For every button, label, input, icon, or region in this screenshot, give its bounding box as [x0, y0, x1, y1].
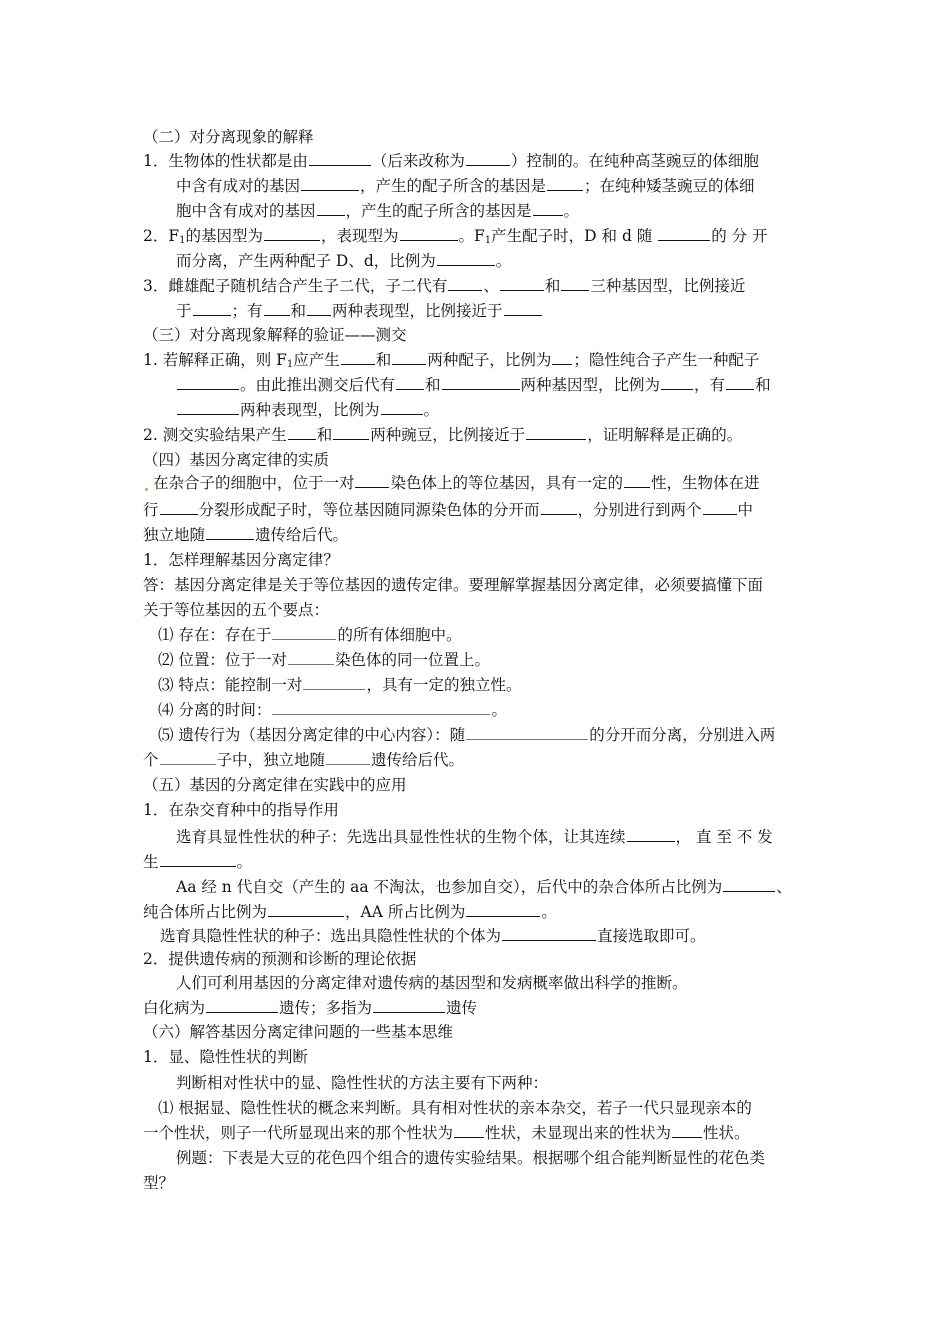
text: 1．在杂交育种中的指导作用 [143, 801, 339, 819]
text: ⑸ 遗传行为（基因分离定律的中心内容）：随 [158, 726, 466, 744]
text: 和 [375, 351, 392, 369]
text: ⑴ 根据显、隐性性状的概念来判断。具有相对性状的亲本杂交，若子一代只显现亲本的 [158, 1099, 752, 1117]
text: 、 [776, 878, 792, 896]
blank [703, 499, 737, 515]
blank [502, 925, 596, 941]
text: 。 [491, 701, 507, 719]
text: 1．显、隐性性状的判断 [143, 1048, 308, 1066]
text: 直接选取即可。 [597, 927, 706, 945]
text: 生 [143, 853, 159, 871]
text: 判断相对性状中的显、隐性性状的方法主要有下两种： [176, 1074, 549, 1092]
text: 遗传给后代。 [371, 751, 465, 769]
paragraph-line [143, 349, 759, 376]
text: 。F [458, 227, 485, 245]
subscript: 1 [179, 235, 186, 246]
blank [160, 749, 216, 765]
paragraph-line [158, 1097, 752, 1119]
blank [396, 374, 424, 390]
paragraph-line [143, 599, 329, 621]
text: 遗传 [446, 999, 478, 1017]
text: ，产生的配子所含的基因是 [345, 202, 532, 220]
text: ，表现型为 [321, 227, 399, 245]
text: ，具有一定的独立性。 [366, 676, 522, 694]
subscript: 1 [484, 235, 492, 246]
list-item [158, 724, 775, 746]
blank [264, 300, 290, 316]
text: 纯合体所占比例为 [143, 903, 268, 921]
blank [177, 374, 239, 390]
text: 型？ [143, 1174, 175, 1192]
text: 的分开而分离，分别进入两 [589, 726, 776, 744]
paragraph-line [176, 1072, 548, 1094]
text: 3．雌雄配子随机结合产生子二代，子二代有 [143, 277, 448, 295]
text: 选育具隐性性状的种子：选出具隐性性状的个体为 [160, 927, 502, 945]
text: 的基因型为 [185, 227, 264, 245]
text: 1．怎样理解基因分离定律？ [143, 551, 339, 569]
text: 于 [176, 302, 192, 320]
paragraph-line [143, 424, 742, 446]
text: ，有 [694, 376, 726, 394]
text: 性状，未显现出来的性状为 [485, 1124, 672, 1142]
text: （后来改称为 [371, 152, 465, 170]
blank [317, 200, 345, 216]
heading-text: （六）解答基因分离定律问题的一些基本思维 [143, 1023, 454, 1041]
text: 遗传；多指为 [279, 999, 373, 1017]
blank [288, 649, 334, 665]
text: 和 [316, 426, 333, 444]
text: 2．提供遗传病的预测和诊断的理论依据 [143, 950, 417, 968]
blank [723, 876, 775, 892]
text: 应产生 [293, 351, 340, 369]
paragraph-line [143, 901, 557, 923]
blank [504, 300, 542, 316]
text: 而分离，产生两种配子 D、d，比例为 [176, 252, 436, 270]
blank [500, 275, 544, 291]
blank [448, 275, 482, 291]
text: 2. 测交实验结果产生 [143, 426, 287, 444]
text: 和 [290, 302, 307, 320]
text: 和 [755, 376, 771, 394]
heading-text: （二）对分离现象的解释 [143, 128, 314, 146]
paragraph-line [143, 225, 768, 252]
text: 。 [236, 853, 253, 871]
text: 和 [544, 277, 561, 295]
blank [454, 1122, 484, 1138]
blank [333, 424, 369, 440]
text: 例题：下表是大豆的花色四个组合的遗传实验结果。根据哪个组合能判断显性的花色类 [176, 1149, 766, 1167]
blank [437, 250, 495, 266]
blank [442, 374, 520, 390]
text: 关于等位基因的五个要点： [143, 601, 330, 619]
blank [627, 826, 675, 842]
paragraph-line [176, 876, 792, 898]
section-heading [143, 774, 407, 796]
blank [624, 472, 650, 488]
blank [533, 200, 563, 216]
paragraph-line [143, 1172, 174, 1194]
section-heading [143, 449, 329, 471]
blank [466, 150, 510, 166]
text: ；有 [231, 302, 263, 320]
text: 分裂形成配子时，等位基因随同源染色体的分开而 [198, 501, 540, 519]
text: Aa 经 n 代自交（产生的 aa 不淘汰，也参加自交），后代中的杂合体所占比例为 [176, 878, 723, 896]
blank [392, 349, 426, 365]
list-item [158, 624, 461, 646]
text: ⑵ 位置：位于一对 [158, 651, 287, 669]
text: 一个性状，则子一代所显现出来的那个性状为 [143, 1124, 454, 1142]
text: ⑷ 分离的时间： [158, 701, 272, 719]
blank [658, 225, 710, 241]
text: ；在纯种矮茎豌豆的体细 [584, 177, 755, 195]
heading-text: （五）基因的分离定律在实践中的应用 [143, 776, 407, 794]
text: 。 [423, 401, 440, 419]
blank [206, 997, 278, 1013]
text: 1. 若解释正确，则 F [143, 351, 287, 369]
paragraph-line [143, 275, 745, 297]
blank [160, 851, 236, 867]
blank [326, 749, 370, 765]
text: 在杂合子的细胞中，位于一对 [152, 474, 355, 492]
paragraph-line [143, 851, 252, 873]
blank [355, 472, 389, 488]
subsection-heading [143, 948, 416, 970]
blank [526, 424, 586, 440]
text: ，产生的配子所含的基因是 [360, 177, 547, 195]
text: 染色体上的等位基因，具有一定的 [390, 474, 623, 492]
text: ，证明解释是正确的。 [587, 426, 743, 444]
blank [309, 150, 371, 166]
text: ⑴ 存在：存在于 [158, 626, 272, 644]
paragraph-line [143, 574, 763, 596]
blank [547, 175, 583, 191]
text: ⑶ 特点：能控制一对 [158, 676, 303, 694]
text: 两种豌豆，比例接近于 [370, 426, 526, 444]
text: 和 [425, 376, 441, 394]
text: 人们可利用基因的分离定律对遗传病的基因型和发病概率做出科学的推断。 [176, 974, 688, 992]
blank [301, 175, 359, 191]
paragraph-line [176, 300, 543, 322]
text: 性状。 [703, 1124, 750, 1142]
paragraph-line [176, 972, 688, 994]
text: 产生配子时，D 和 d 随 [491, 227, 653, 245]
paragraph-line [176, 374, 771, 396]
blank [272, 624, 336, 640]
text: 两种表现型，比例为 [240, 401, 380, 419]
text: 。 [495, 252, 512, 270]
text: 独立地随 [143, 526, 206, 544]
paragraph-line [176, 175, 755, 197]
blank [672, 1122, 702, 1138]
blank [288, 424, 316, 440]
text: 2．F [143, 227, 180, 245]
text: 胞中含有成对的基因 [176, 202, 316, 220]
blank [373, 997, 445, 1013]
question-heading [143, 549, 339, 571]
text: 两种表现型，比例接近于 [332, 302, 503, 320]
paragraph-line [143, 499, 753, 521]
list-item [158, 699, 507, 721]
text: 三种基因型，比例接近 [590, 277, 746, 295]
section-heading [143, 324, 407, 346]
paragraph-line [176, 200, 579, 222]
text: 、 [483, 277, 499, 295]
blank [341, 349, 375, 365]
blank [726, 374, 754, 390]
text: 中 [737, 501, 754, 519]
paragraph-line [176, 399, 439, 421]
text: ）控制的。在纯种高茎豌豆的体细胞 [510, 152, 759, 170]
blank [661, 374, 693, 390]
heading-text: （四）基因分离定律的实质 [143, 451, 330, 469]
paragraph-line [176, 826, 773, 848]
blank [307, 300, 331, 316]
text: 。由此推出测交后代有 [240, 376, 396, 394]
blank [160, 499, 198, 515]
text: 中含有成对的基因 [176, 177, 301, 195]
text: 。 [563, 202, 580, 220]
blank [206, 524, 254, 540]
blank [193, 300, 231, 316]
text: ，AA 所占比例为 [345, 903, 466, 921]
paragraph-line [176, 250, 511, 272]
text: 选育具显性性状的种子：先选出具显性性状的生物个体，让其连续 [176, 828, 626, 846]
blank [381, 399, 423, 415]
text: 性，生物体在进 [650, 474, 760, 492]
paragraph-line [143, 472, 759, 494]
heading-text: （三）对分离现象解释的验证——测交 [143, 326, 407, 344]
list-item [158, 674, 521, 696]
subscript: 1 [286, 359, 294, 370]
text: ， 直 至 不 发 [675, 828, 773, 846]
text: 子中，独立地随 [216, 751, 326, 769]
text: 染色体的同一位置上。 [334, 651, 490, 669]
edit-mark-icon [145, 488, 148, 491]
blank [303, 674, 365, 690]
text: 的所有体细胞中。 [337, 626, 462, 644]
paragraph-line [160, 925, 706, 947]
text: 白化病为 [143, 999, 206, 1017]
blank [541, 499, 577, 515]
paragraph-line [176, 1147, 765, 1169]
paragraph-line [143, 997, 477, 1019]
text: 答：基因分离定律是关于等位基因的遗传定律。要理解掌握基因分离定律，必须要搞懂下面 [143, 576, 764, 594]
list-item [158, 649, 490, 671]
blank [466, 901, 540, 917]
paragraph-line [143, 1122, 750, 1144]
text: 行 [143, 501, 159, 519]
text: ，分别进行到两个 [577, 501, 702, 519]
blank [268, 901, 344, 917]
section-heading [143, 1021, 453, 1043]
blank [264, 225, 320, 241]
blank [272, 699, 490, 715]
text: 1．生物体的性状都是由 [143, 152, 308, 170]
paragraph-line [143, 150, 759, 172]
text: ；隐性纯合子产生一种配子 [573, 351, 760, 369]
blank [561, 275, 589, 291]
text: 的 分 开 [711, 227, 768, 245]
blank [552, 349, 572, 365]
text: 个 [143, 751, 159, 769]
blank [177, 399, 239, 415]
list-item [143, 749, 464, 771]
blank [466, 724, 588, 740]
blank [400, 225, 458, 241]
text: 遗传给后代。 [255, 526, 349, 544]
subsection-heading [143, 799, 339, 821]
section-heading [143, 126, 314, 148]
text: 。 [541, 903, 557, 921]
paragraph-line [143, 524, 348, 546]
text: 两种配子，比例为 [427, 351, 552, 369]
subsection-heading [143, 1046, 308, 1068]
text: 两种基因型，比例为 [520, 376, 661, 394]
